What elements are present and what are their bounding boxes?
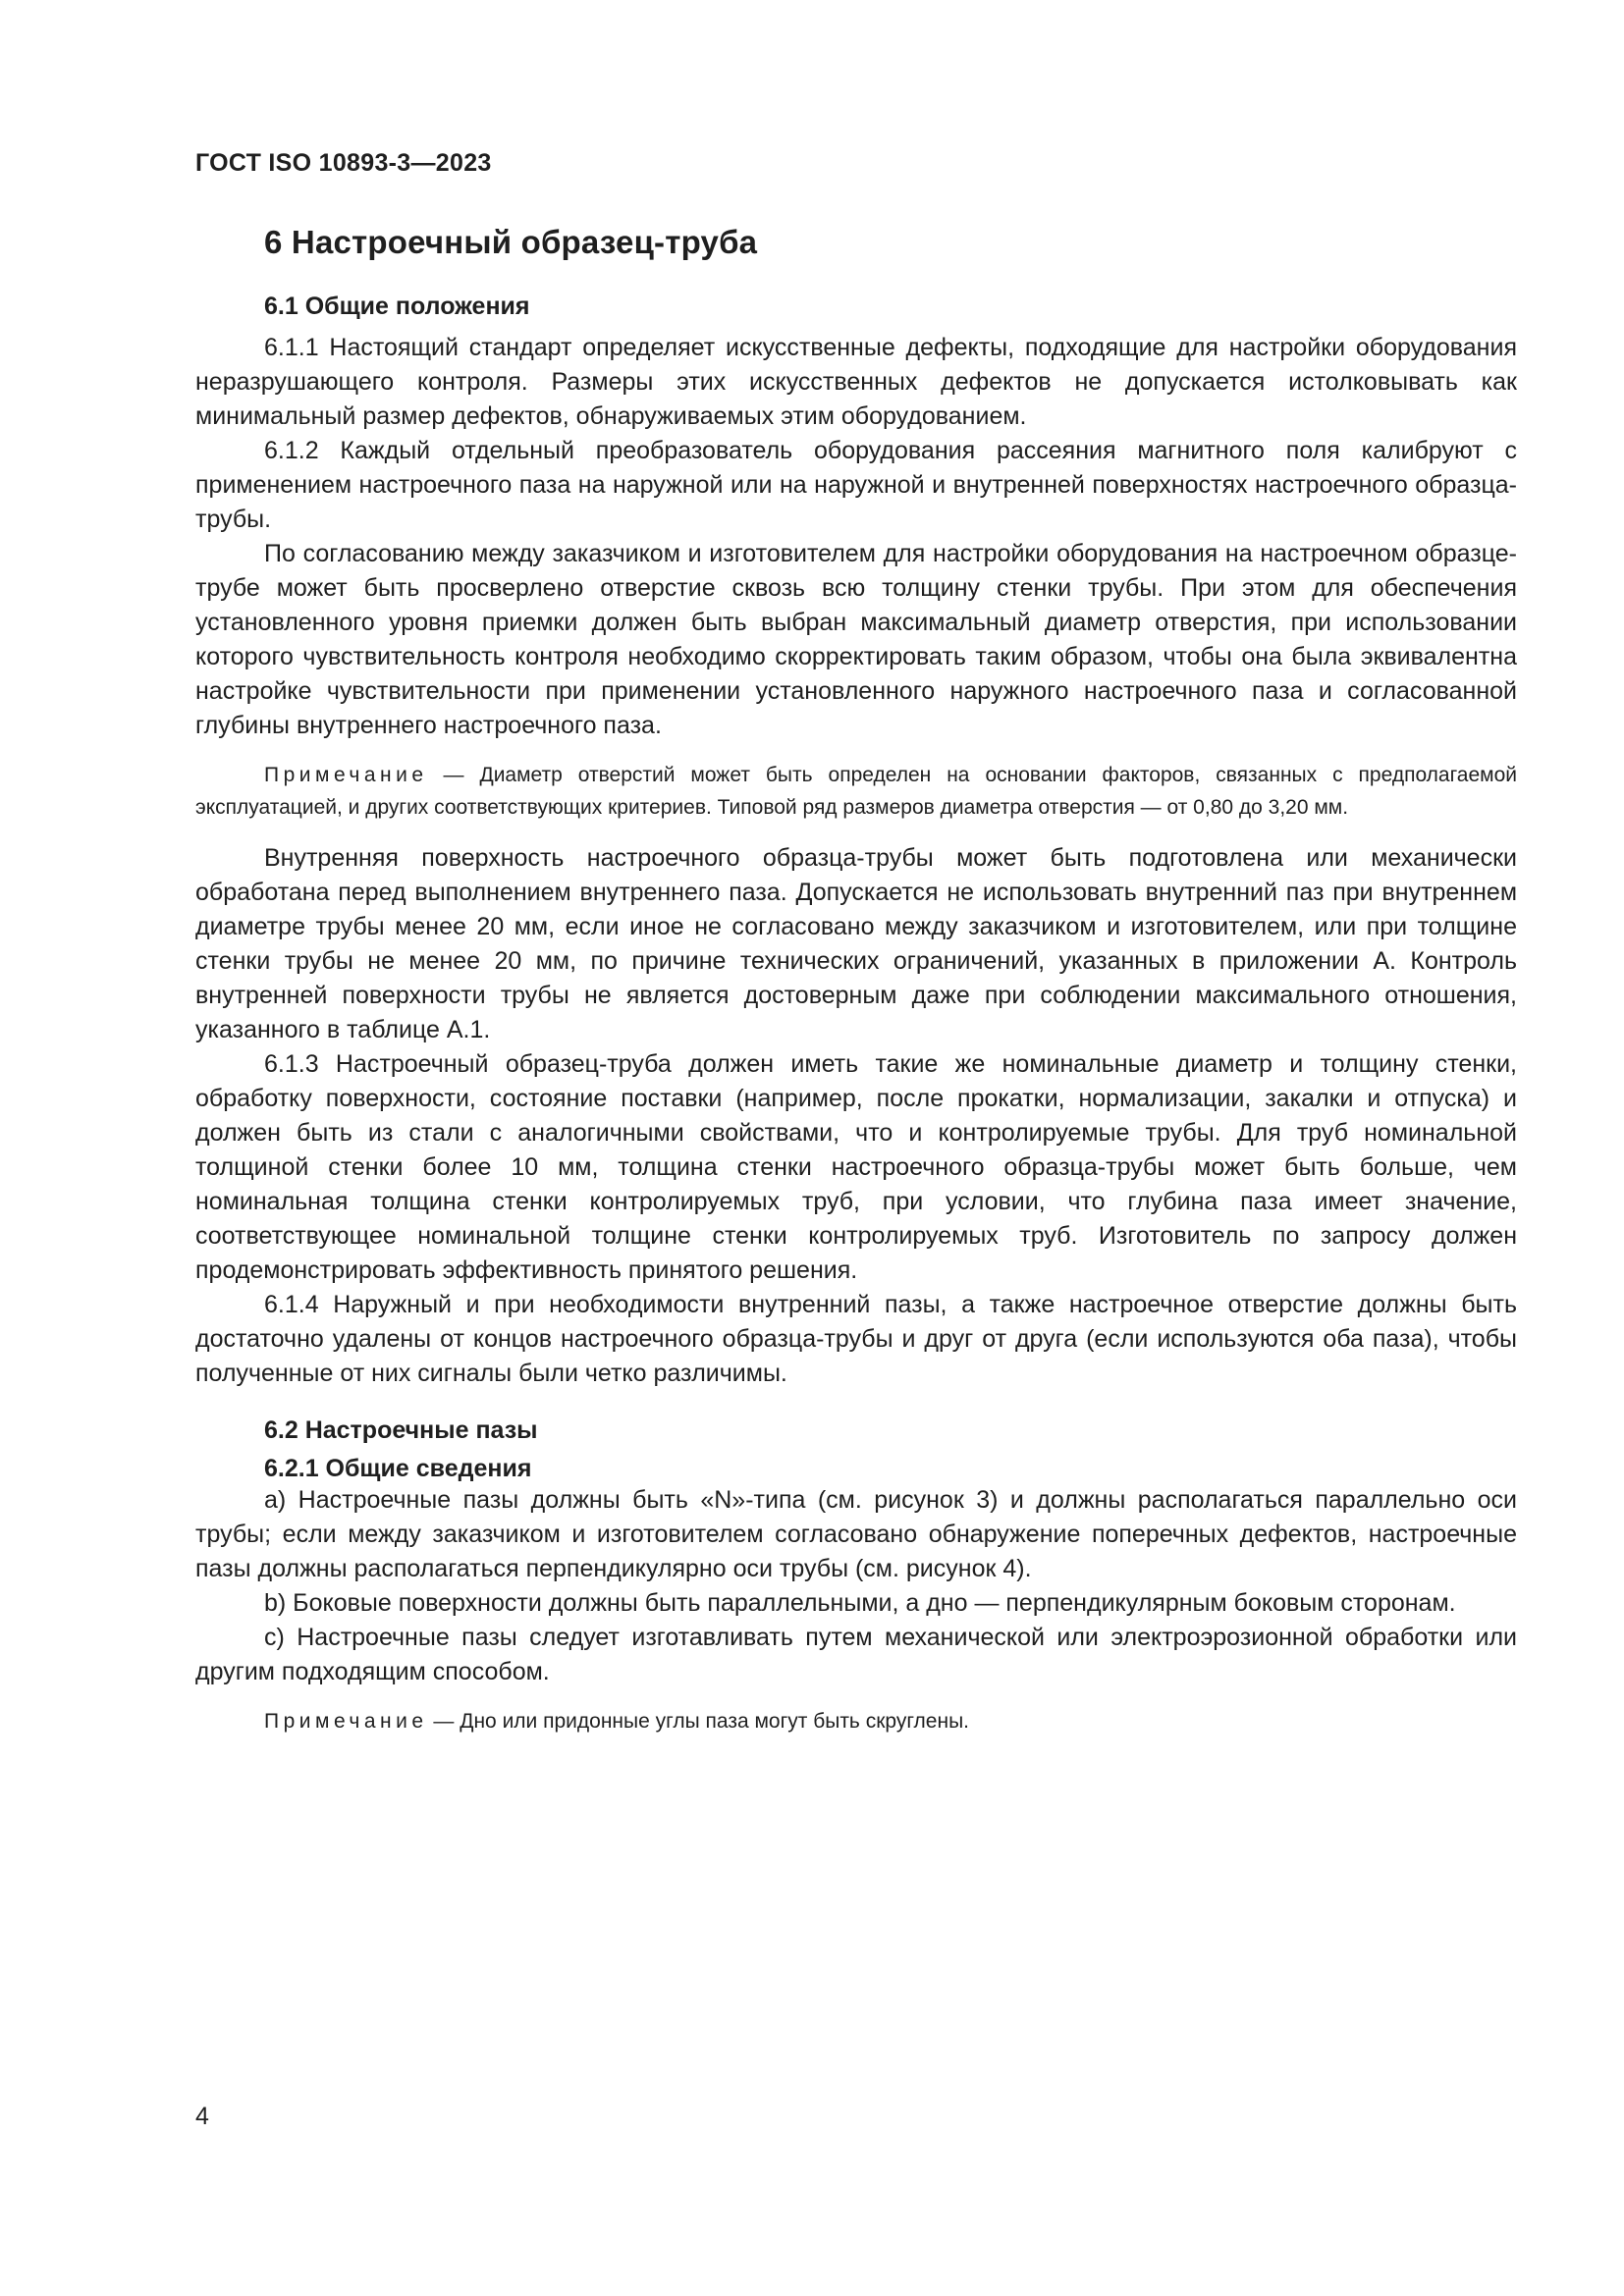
paragraph-6-2-1-a: а) Настроечные пазы должны быть «N»-типа (см. рисунок 3) и должны располагаться параллельно оси трубы; если между заказчиком и изготовителем согласовано обнаружение поперечных дефектов, настроечные пазы должны располагаться перпендикулярно оси трубы (см. рисунок 4). (195, 1486, 1517, 1582)
page-number: 4 (195, 2103, 209, 2130)
document-code: ГОСТ ISO 10893-3—2023 (195, 149, 492, 177)
paragraph-inner-surface: Внутренняя поверхность настроечного образца-трубы может быть подготовлена или механически обработана перед выполнением внутреннего паза. Допускается не использовать внутренний паз при внутреннем диаметре трубы менее 20 мм, если иное не согласовано между заказчиком и изготовителем, или при толщине стенки трубы не менее 20 мм, по причине технических ограничений, указанных в приложении А. Контроль внутренней поверхности трубы не является достоверным даже при соблюдении максимального отношения, указанного в таблице А.1. (195, 844, 1517, 1043)
paragraph-6-1-1: 6.1.1 Настоящий стандарт определяет искусственные дефекты, подходящие для настройки оборудования неразрушающего контроля. Размеры этих искусственных дефектов не допускается истолковывать как минимальный размер дефектов, обнаруживаемых этим оборудованием. (195, 334, 1517, 430)
note-text: — Диаметр отверстий может быть определен на основании факторов, связанных с предполагаемой эксплуатацией, и других соответствующих критериев. Типовой ряд размеров диаметра отверстия — от 0,80 до 3,20 мм. (195, 764, 1517, 819)
paragraph-6-1-3: 6.1.3 Настроечный образец-труба должен иметь такие же номинальные диаметр и толщину стенки, обработку поверхности, состояние поставки (например, после прокатки, нормализации, закалки и отпуска) и должен быть из стали с аналогичными свойствами, что и контролируемые трубы. Для труб номинальной толщиной стенки более 10 мм, толщина стенки настроечного образца-трубы может быть больше, чем номинальная толщина стенки контролируемых труб, при условии, что глубина паза имеет значение, соответствующее номинальной толщине стенки контролируемых труб. Изготовитель по запросу должен продемонстрировать эффективность принятого решения. (195, 1050, 1517, 1284)
subsection-title-6-2: 6.2 Настроечные пазы (264, 1416, 538, 1444)
note-notch-bottom (195, 1705, 1517, 1737)
subsection-title-6-2-1: 6.2.1 Общие сведения (264, 1455, 532, 1482)
document-body (195, 224, 1517, 1755)
subsection-title-6-1: 6.1 Общие положения (264, 293, 530, 320)
paragraph-6-1-2: 6.1.2 Каждый отдельный преобразователь оборудования рассеяния магнитного поля калибруют с применением настроечного паза на наружной или на наружной и внутренней поверхностях настроечного образца-трубы. (195, 437, 1517, 533)
note-label: Примечание (264, 1710, 428, 1733)
paragraph-6-2-1-c: c) Настроечные пазы следует изготавливать путем механической или электроэрозионной обработки или другим подходящим способом. (195, 1624, 1517, 1685)
paragraph-6-2-1-b: b) Боковые поверхности должны быть параллельными, а дно — перпендикулярным боковым сторонам. (264, 1589, 1456, 1617)
paragraph-6-1-2-agreement: По согласованию между заказчиком и изготовителем для настройки оборудования на настроечном образце-трубе может быть просверлено отверстие сквозь всю толщину стенки трубы. При этом для обеспечения установленного уровня приемки должен быть выбран максимальный диаметр отверстия, при использовании которого чувствительность контроля необходимо скорректировать таким образом, чтобы она была эквивалентна настройке чувствительности при применении установленного наружного настроечного паза и согласованной глубины внутреннего настроечного паза. (195, 540, 1517, 739)
note-label: Примечание (264, 764, 428, 786)
note-hole-diameter (195, 759, 1517, 824)
paragraph-6-1-4: 6.1.4 Наружный и при необходимости внутренний пазы, а также настроечное отверстие должны быть достаточно удалены от концов настроечного образца-трубы и друг от друга (если используются оба паза), чтобы полученные от них сигналы были четко различимы. (195, 1291, 1517, 1387)
section-title: 6 Настроечный образец-труба (264, 224, 758, 260)
note-text: — Дно или придонные углы паза могут быть скруглены. (427, 1710, 969, 1733)
